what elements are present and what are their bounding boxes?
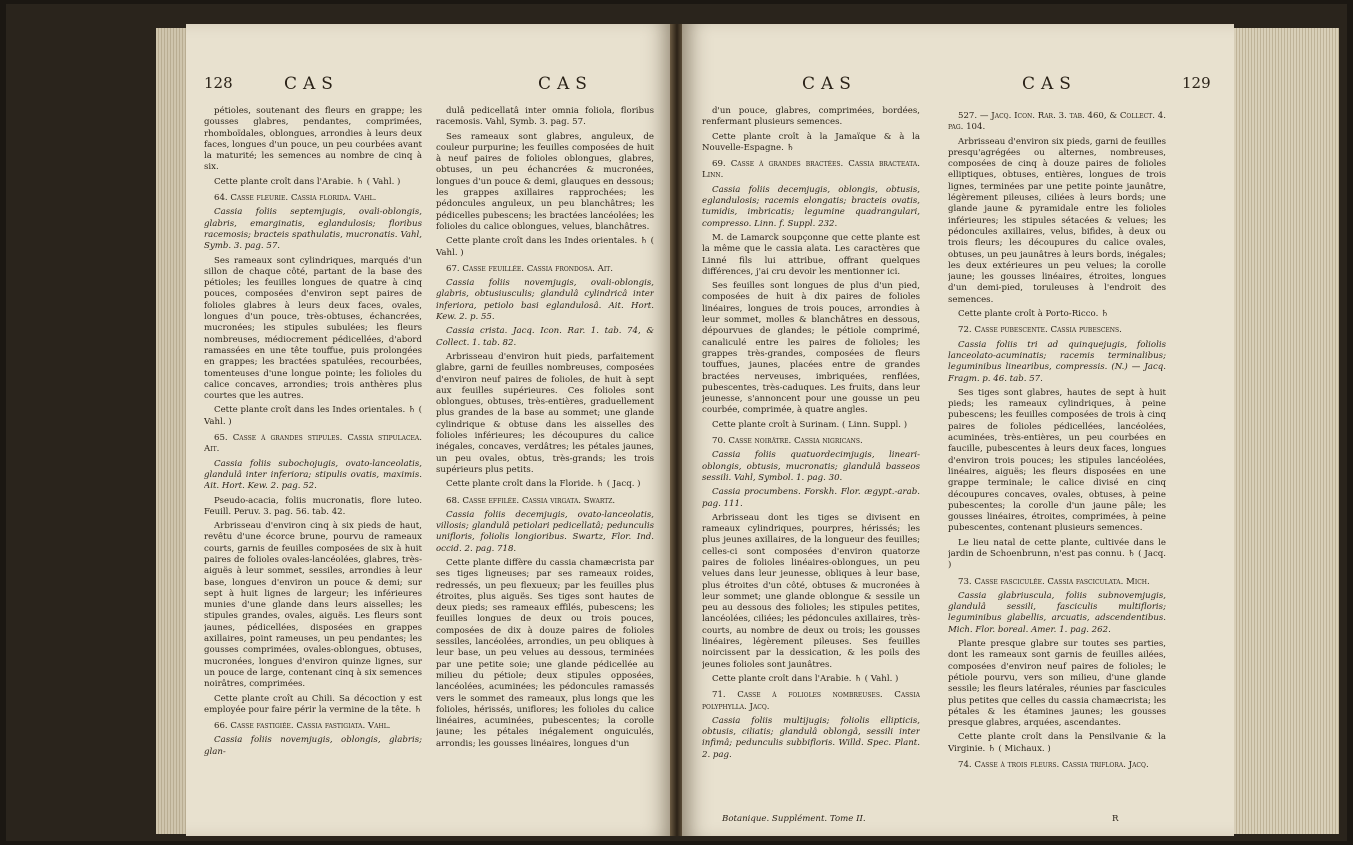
page-number: 129 <box>1182 74 1211 92</box>
text-column-1 <box>204 106 422 826</box>
paragraph: 69. Casse à grandes bractées. Cassia bracteata. Linn. <box>702 159 920 181</box>
paragraph: Cette plante croît dans les Indes orientales. ♄ ( Vahl. ) <box>204 405 422 427</box>
paragraph: Cassia crista. Jacq. Icon. Rar. 1. tab. 74, & Collect. 1. tab. 82. <box>436 326 654 348</box>
paragraph: Plante presque glabre sur toutes ses parties, dont les rameaux sont garnis de feuilles ailées, composées d'environ neuf paires de folioles; le pétiole pourvu, vers son milieu, d'une glande sessile; les fleurs latérales, réunies par fascicules plus petites que celles du cassia chamæcrista; les pétales & les étamines jaunes; les gousses presque glabres, arquées, ascendantes. <box>948 639 1166 729</box>
running-head-left: CAS <box>284 74 339 94</box>
paragraph: 527. — Jacq. Icon. Rar. 3. tab. 460, & Collect. 4. pag. 104. <box>948 111 1166 133</box>
paragraph: 68. Casse effilée. Cassia virgata. Swartz. <box>446 495 616 506</box>
paragraph: Cette plante croît à la Jamaïque & à la Nouvelle-Espagne. ♄ <box>702 131 920 153</box>
paragraph: Arbrisseau dont les tiges se divisent en rameaux cylindriques, pourpres, hérissés; les plus jeunes axillaires, de la longueur des feuilles; celles-ci sont composées d'environ quatorze paires de folioles linéaires-oblongues, un peu velues dans leur jeunesse, obliques à leur base, plus étroites d'un côté, obtuses & mucronées à leur sommet; une glande oblongue & sessile un peu au dessous des folioles; les stipules petites, lancéolées, ciliées; les pédoncules axillaires, très-courts, au nombre de deux ou trois; les gousses linéaires, légèrement pileuses. Ses feuilles noircissent par la dessication, & les poils des jeunes folioles sont jaunâtres. <box>702 512 920 670</box>
paragraph: Arbrisseau d'environ huit pieds, parfaitement glabre, garni de feuilles nombreuses, composées d'environ neuf paires de folioles, de huit à sept aux feuilles supérieures. Ces folioles sont oblongues, obtuses, très-entières, graduellement plus grandes de la base au sommet; une glande cylindrique & obtuse dans les aisselles des folioles inférieures; les découpures du calice inégales, concaves, verdâtres; les pétales jaunes, un peu ovales, obtus, très-grands; les trois supérieurs plus petits. <box>436 351 654 475</box>
paragraph: 71. Casse à folioles nombreuses. Cassia polyphylla. Jacq. <box>702 690 920 712</box>
running-head-right: CAS <box>538 74 593 94</box>
signature-mark: R <box>1112 814 1119 824</box>
paragraph: 73. Casse fasciculée. Cassia fasciculata. Mich. <box>958 576 1150 587</box>
paragraph: Cette plante croît dans la Pensilvanie & la Virginie. ♄ ( Michaux. ) <box>948 732 1166 754</box>
paragraph: Cassia procumbens. Forskh. Flor. ægypt.-arab. pag. 111. <box>702 487 920 509</box>
paragraph: Ses rameaux sont glabres, anguleux, de couleur purpurine; les feuilles composées de huit à neuf paires de folioles oblongues, glabres, obtuses, un peu échancrées & mucronées, longues d'un pouce & demi, glauques en dessous; les grappes axillaires rapprochées; les pédoncules anguleux, un peu blanchâtres; les pédicelles pubescens; les bractées lancéolées; les folioles du calice oblongues, velues, blanchâtres. <box>436 131 654 232</box>
paragraph: Cassia foliis septemjugis, ovali-oblongis, glabris, emarginatis, eglandulosis; floribus racemosis; bracteis spathulatis, mucronatis. Vahl, Symb. 3. pag. 57. <box>204 207 422 252</box>
paragraph: M. de Lamarck soupçonne que cette plante est la même que le cassia alata. Les caractères que Linné fils lui attribue, offrant quelques différences, j'ai cru devoir les mentionner ici. <box>702 232 920 277</box>
running-head-right: CAS <box>1022 74 1077 94</box>
paragraph: Arbrisseau d'environ six pieds, garni de feuilles presqu'agrégées ou alternes, nombreuses, composées de cinq à douze paires de folioles elliptiques, obtuses, entières, longues de trois lignes, terminées par une petite pointe jaunâtre, légèrement pileuses, ciliées à leurs bords; une glande jaune & pyramidale entre les folioles inférieures; les stipules sétacées & velues; les pédoncules axillaires, velus, bifides, à deux ou trois fleurs; les découpures du calice ovales, obtuses, un peu jaunâtres à leurs bords, inégales; les deux extérieures un peu velues; la corolle jaune; les gousses linéaires, étroites, longues d'un demi-pied, toruleuses à l'endroit des semences. <box>948 136 1166 305</box>
paragraph: Cassia foliis subochojugis, ovato-lanceolatis, glandulâ inter inferiora; stipulis ovatis, maximis. Ait. Hort. Kew. 2. pag. 52. <box>204 458 422 492</box>
right-page <box>682 24 1234 836</box>
paragraph: 64. Casse fleurie. Cassia florida. Vahl. <box>214 193 377 204</box>
paragraph: Cassia foliis multijugis; foliolis ellipticis, obtusis, ciliatis; glandulâ oblongâ, sessili inter infimâ; pedunculis subbifloris. Willd. Spec. Plant. 2. pag. <box>702 715 920 760</box>
paragraph: Pseudo-acacia, foliis mucronatis, flore luteo. Feuill. Peruv. 3. pag. 56. tab. 42. <box>204 495 422 517</box>
paragraph: Ses feuilles sont longues de plus d'un pied, composées de huit à dix paires de folioles linéaires, longues de trois pouces, arrondies à leur sommet, molles & blanchâtres en dessous, dépourvues de glandes; le pétiole comprimé, canaliculé entre les paires de folioles; les grappes très-grandes, composées de fleurs touffues, jaunes, placées entre de grandes bractées nerveuses, imbriquées, renflées, pubescentes, très-caduques. Les fruits, dans leur jeunesse, s'annoncent pour une gousse un peu courbée, comprimée, à quatre angles. <box>702 281 920 416</box>
paragraph: Cette plante croît au Chili. Sa décoction y est employée pour faire périr la vermine de la tête. ♄ <box>204 693 422 715</box>
paragraph: Cette plante croît à Surinam. ( Linn. Suppl. ) <box>712 419 908 430</box>
paragraph: 70. Casse noirâtre. Cassia nigricans. <box>712 436 863 447</box>
paragraph: Cassia foliis novemjugis, oblongis, glabris; glan- <box>204 735 422 757</box>
page-number: 128 <box>204 74 233 92</box>
paragraph: Cassia foliis decemjugis, ovato-lanceolatis, villosis; glandulâ petiolari pedicellatâ; pedunculis unifloris, foliolis longioribus. Swartz, Flor. Ind. occid. 2. pag. 718. <box>436 509 654 554</box>
paragraph: Le lieu natal de cette plante, cultivée dans le jardin de Schoenbrunn, n'est pas connu. ♄ ( Jacq. ) <box>948 537 1166 571</box>
paragraph: Arbrisseau d'environ cinq à six pieds de haut, revêtu d'une écorce brune, pourvu de rameaux courts, garnis de feuilles composées de six à huit paires de folioles ovales-lancéolées, glabres, très-aiguës à leur sommet, sessiles, arrondies à leur base, longues d'environ un pouce & demi; sur sept à huit lignes de largeur; les inférieures munies d'une glande dans leurs aisselles; les stipules grandes, ovales, aiguës. Les fleurs sont jaunes, pédicellées, disposées en grappes axillaires, point rameuses, un peu pendantes; les gousses comprimées, ovales-oblongues, obtuses, mucronées, longues d'environ quinze lignes, sur un pouce de large, contenant cinq à six semences noirâtres, comprimées. <box>204 521 422 690</box>
paragraph: 65. Casse à grandes stipules. Cassia stipulacea. Ait. <box>204 433 422 455</box>
paragraph: d'un pouce, glabres, comprimées, bordées, renfermant plusieurs semences. <box>702 106 920 128</box>
paragraph: Ses rameaux sont cylindriques, marqués d'un sillon de chaque côté, partant de la base des pétioles; les feuilles longues de quatre à cinq pouces, composées d'environ sept paires de folioles glabres à leurs deux faces, ovales, longues d'un pouce, très-obtuses, échancrées, mucronées; les stipules subulées; les fleurs nombreuses, médiocrement pédicellées, d'abord ramassées en une tête touffue, puis prolongées en grappes; les bractées spatulées, recourbées, tomenteuses d'une longue pointe; les folioles du calice concaves, arrondies; trois anthères plus courtes que les autres. <box>204 255 422 402</box>
left-page <box>186 24 672 836</box>
text-column-2 <box>948 106 1166 806</box>
book-spread <box>6 4 1347 841</box>
paragraph: Cassia foliis quatuordecimjugis, lineari-oblongis, obtusis, mucronatis; glandulâ basseos sessili. Vahl, Symbol. 1. pag. 30. <box>702 450 920 483</box>
paragraph: 67. Casse feuillée. Cassia frondosa. Ait. <box>446 263 613 274</box>
paragraph: Cette plante croît dans l'Arabie. ♄ ( Vahl. ) <box>712 673 899 684</box>
paragraph: Ses tiges sont glabres, hautes de sept à huit pieds; les rameaux cylindriques, à peine pubescens; les feuilles composées de trois à cinq paires de folioles pédicellées, lancéolées, acuminées, très-entières, un peu courbées en faucille, pubescentes à leurs deux faces, longues d'environ trois pouces; les stipules lancéolées, linéaires, aiguës; les fleurs disposées en une grappe terminale; le calice divisé en cinq découpures concaves, ovales, obtuses, à peine pubescentes; la corolle d'un jaune pâle; les gousses linéaires, étroites, comprimées, à peine pubescentes, contenant plusieurs semences. <box>948 387 1166 534</box>
paragraph: pétioles, soutenant des fleurs en grappe; les gousses glabres, pendantes, comprimées, rhomboïdales, oblongues, arrondies à leurs deux faces, longues d'un pouce, un peu courbées avant la maturité; les semences au nombre de cinq à six. <box>204 106 422 173</box>
paragraph: 72. Casse pubescente. Cassia pubescens. <box>958 325 1122 336</box>
paragraph: Cette plante diffère du cassia chamæcrista par ses tiges ligneuses; par ses rameaux roides, redressés, un peu flexueux; par les feuilles plus étroites, plus aiguës. Ses tiges sont hautes de deux pieds; ses rameaux effilés, pubescens; les feuilles longues de deux ou trois pouces, composées de dix à douze paires de folioles sessiles, lancéolées, arrondies, un peu obliques à leur base, un peu velues au dessous, terminées par une petite soie; une glande pédicellée au milieu du pétiole; deux stipules opposées, lancéolées, acuminées; les pédoncules ramassés vers le sommet des rameaux, plus longs que les folioles, hérissés, uniflores; les folioles du calice linéaires, acuminées, pubescentes; la corolle jaune; les pétales inégalement onguiculés, arrondis; les gousses linéaires, longues d'un <box>436 557 654 749</box>
running-head-left: CAS <box>802 74 857 94</box>
paragraph: Cette plante croît dans la Floride. ♄ ( Jacq. ) <box>446 479 641 490</box>
paragraph: 74. Casse à trois fleurs. Cassia triflora. Jacq. <box>958 760 1149 771</box>
paragraph: Cette plante croît dans les Indes orientales. ♄ ( Vahl. ) <box>436 236 654 258</box>
text-column-2 <box>436 106 654 826</box>
paragraph: 66. Casse fastigiée. Cassia fastigiata. Vahl. <box>214 721 391 732</box>
paragraph: Cette plante croît à Porto-Ricco. ♄ <box>958 309 1109 320</box>
paragraph: dulâ pedicellatâ inter omnia foliola, floribus racemosis. Vahl, Symb. 3. pag. 57. <box>436 106 654 128</box>
page-footer: Botanique. Supplément. Tome II. <box>722 814 866 824</box>
text-column-1 <box>702 106 920 806</box>
paragraph: Cassia foliis tri ad quinquejugis, foliolis lanceolato-acuminatis; racemis terminalibus; leguminibus linearibus, compressis. (N.) — Jacq. Fragm. p. 46. tab. 57. <box>948 339 1166 384</box>
paragraph: Cassia foliis decemjugis, oblongis, obtusis, eglandulosis; racemis elongatis; bracteis ovatis, tumidis, imbricatis; legumine quadrangulari, compresso. Linn. f. Suppl. 232. <box>702 184 920 229</box>
page-edges-left <box>156 28 186 834</box>
paragraph: Cassia foliis novemjugis, ovali-oblongis, glabris, obtusiusculis; glandulâ cylindricâ inter inferiora, petiolo basi eglandulosâ. Ait. Hort. Kew. 2. p. 55. <box>436 278 654 323</box>
paragraph: Cassia glabriuscula, foliis subnovemjugis, glandulâ sessili, fasciculis multifloris; leguminibus glabellis, arcuatis, adscendentibus. Mich. Flor. boreal. Amer. 1. pag. 262. <box>948 590 1166 635</box>
paragraph: Cette plante croît dans l'Arabie. ♄ ( Vahl. ) <box>214 176 401 187</box>
page-edges-right <box>1234 28 1339 834</box>
